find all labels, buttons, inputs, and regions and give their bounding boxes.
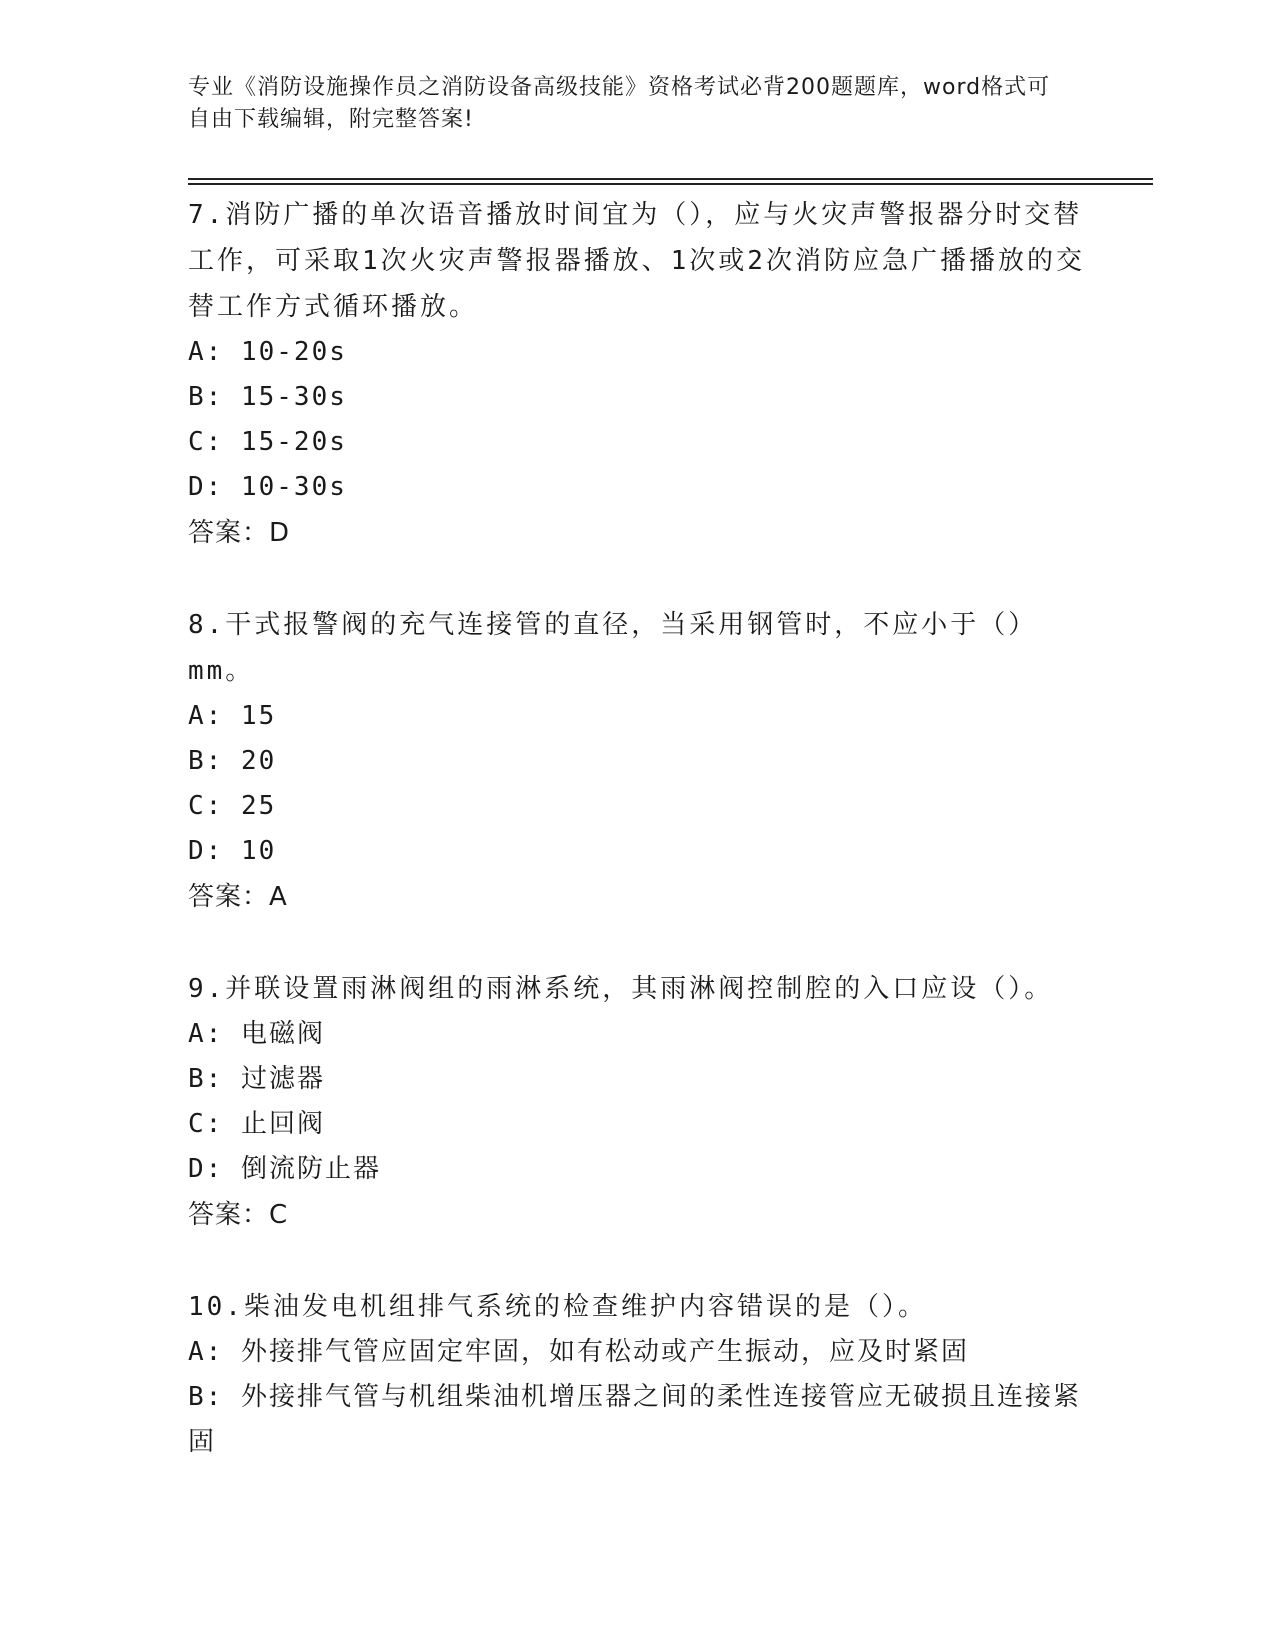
header-divider	[188, 178, 1153, 180]
option-c: C: 25	[188, 791, 277, 821]
option-d: D: 10	[188, 836, 277, 866]
option-b: B: 外接排气管与机组柴油机增压器之间的柔性连接管应无破损且连接紧固	[188, 1382, 1081, 1457]
question-text: 8.干式报警阀的充气连接管的直径，当采用钢管时，不应小于（）mm。	[188, 610, 1038, 686]
option-b: B: 15-30s	[188, 382, 347, 412]
option-a: A: 外接排气管应固定牢固，如有松动或产生振动，应及时紧固	[188, 1337, 969, 1367]
option-c: C: 15-20s	[188, 427, 347, 457]
document-header-title: 专业《消防设施操作员之消防设备高级技能》资格考试必背200题题库，word格式可自由下载编辑，附完整答案!	[188, 75, 1051, 132]
option-a: A: 15	[188, 701, 277, 731]
question-text: 7.消防广播的单次语音播放时间宜为（），应与火灾声警报器分时交替工作，可采取1次火灾声警报器播放、1次或2次消防应急广播播放的交替工作方式循环播放。	[188, 200, 1085, 322]
question-9	[188, 966, 1088, 1238]
question-8	[188, 602, 1088, 920]
option-c: C: 止回阀	[188, 1109, 325, 1139]
answer-line: 答案：A	[188, 882, 288, 912]
question-text: 9.并联设置雨淋阀组的雨淋系统，其雨淋阀控制腔的入口应设（）。	[188, 974, 1054, 1004]
header-divider-second	[188, 183, 1153, 185]
option-b: B: 过滤器	[188, 1064, 325, 1094]
option-a: A: 电磁阀	[188, 1019, 325, 1049]
option-a: A: 10-20s	[188, 337, 347, 367]
option-b: B: 20	[188, 746, 277, 776]
option-d: D: 倒流防止器	[188, 1154, 381, 1184]
question-text: 10.柴油发电机组排气系统的检查维护内容错误的是（）。	[188, 1292, 927, 1322]
option-d: D: 10-30s	[188, 472, 347, 502]
answer-line: 答案：C	[188, 1200, 289, 1230]
answer-line: 答案：D	[188, 518, 291, 548]
question-list	[188, 192, 1088, 1511]
question-10	[188, 1284, 1088, 1465]
question-7	[188, 192, 1088, 556]
